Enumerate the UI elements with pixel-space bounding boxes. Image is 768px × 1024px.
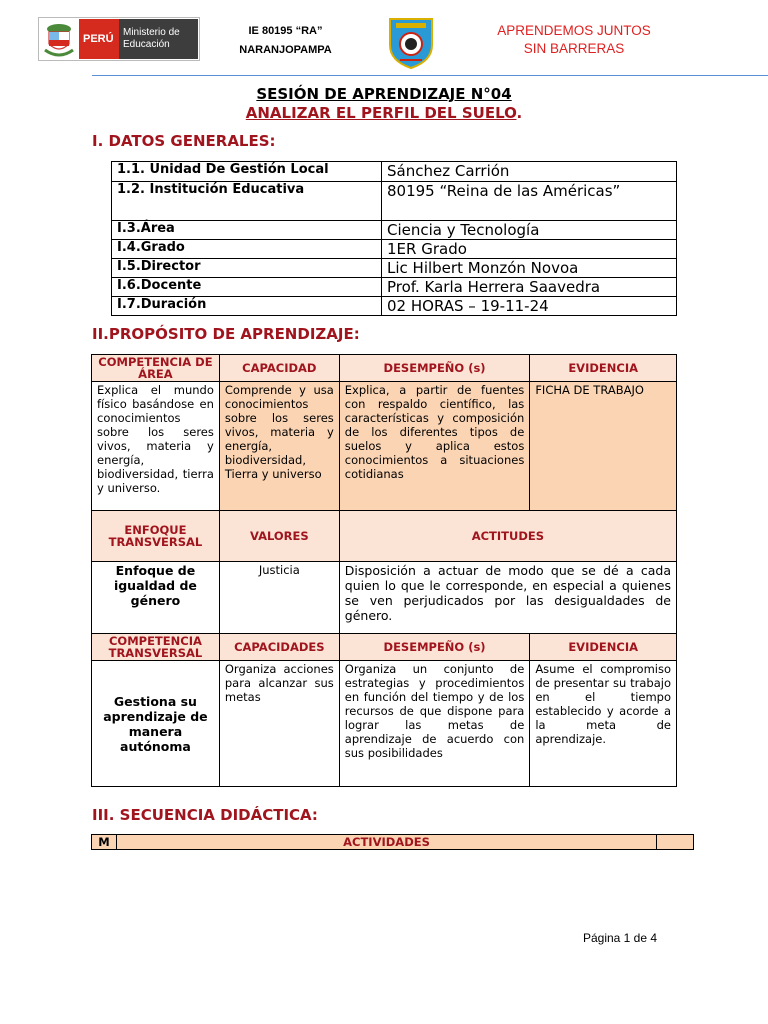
table-row	[112, 278, 677, 297]
header-momento: M	[92, 835, 117, 850]
datos-label: I.6.Docente	[112, 278, 382, 297]
valores-cell: Justicia	[219, 562, 339, 634]
actitudes-cell: Disposición a actuar de modo que se dé a cada quien lo que le corresponde, en especial a quienes se ven perjudicados por las desigualdades de género.	[339, 562, 676, 634]
datos-value: 80195 “Reina de las Américas”	[382, 182, 677, 221]
header-valores: VALORES	[219, 511, 339, 562]
competencia-transversal-cell: Gestiona su aprendizaje de manera autónoma	[92, 661, 220, 787]
capacidades-cell: Organiza acciones para alcanzar sus metas	[219, 661, 339, 787]
datos-generales-table	[111, 161, 677, 316]
table-row	[92, 661, 677, 787]
table-header-row	[92, 835, 694, 850]
evidencia-transversal-cell: Asume el compromiso de presentar su trabajo en el tiempo establecido y acorde a la meta de aprendizaje.	[530, 661, 677, 787]
school-name	[218, 22, 353, 60]
header-evidencia-2: EVIDENCIA	[530, 634, 677, 661]
school-line-1: IE 80195 “RA”	[248, 25, 323, 37]
datos-label: I.5.Director	[112, 259, 382, 278]
table-row	[92, 562, 677, 634]
page-title: SESIÓN DE APRENDIZAJE N°04	[256, 85, 512, 103]
table-header-row	[92, 634, 677, 661]
section-proposito: II.PROPÓSITO DE APRENDIZAJE:	[92, 325, 360, 343]
header-competencia-area: COMPETENCIA DE ÁREA	[92, 355, 220, 382]
logo-country: PERÚ	[79, 19, 159, 59]
datos-value: Ciencia y Tecnología	[382, 221, 677, 240]
table-row	[112, 297, 677, 316]
header-desempeno: DESEMPEÑO (s)	[339, 355, 530, 382]
section-secuencia: III. SECUENCIA DIDÁCTICA:	[92, 806, 318, 824]
desempeno-cell: Explica, a partir de fuentes con respaldo científico, las características y composición de los diferentes tipos de suelos y aplica estos conocimientos a situaciones cotidianas	[339, 382, 530, 511]
table-header-row	[92, 511, 677, 562]
section-datos-generales: I. DATOS GENERALES:	[92, 132, 276, 150]
header-capacidades: CAPACIDADES	[219, 634, 339, 661]
datos-value: 1ER Grado	[382, 240, 677, 259]
school-line-2: NARANJOPAMPA	[239, 44, 332, 56]
logo-ministry: Ministerio de Educación	[119, 19, 198, 59]
table-row	[92, 382, 677, 511]
datos-label: I.3.Área	[112, 221, 382, 240]
table-row	[112, 221, 677, 240]
secuencia-table	[91, 834, 694, 850]
table-row	[112, 259, 677, 278]
subtitle-text: ANALIZAR EL PERFIL DEL SUELO	[245, 104, 517, 122]
subtitle-period: .	[516, 104, 523, 122]
header-competencia-transversal: COMPETENCIA TRANSVERSAL	[92, 634, 220, 661]
datos-label: I.4.Grado	[112, 240, 382, 259]
desempeno-transversal-cell: Organiza un conjunto de estrategias y procedimientos en función del tiempo y de los recursos de que dispone para lograr las metas de aprendizaje de acuerdo con sus posibilidades	[339, 661, 530, 787]
page-number: Página 1 de 4	[582, 931, 658, 945]
table-header-row	[92, 355, 677, 382]
datos-value: 02 HORAS – 19-11-24	[382, 297, 677, 316]
header-capacidad: CAPACIDAD	[219, 355, 339, 382]
datos-label: 1.2. Institución Educativa	[112, 182, 382, 221]
table-row	[112, 240, 677, 259]
motto-line-2: SIN BARRERAS	[523, 41, 625, 56]
header-desempeno-2: DESEMPEÑO (s)	[339, 634, 530, 661]
datos-label: 1.1. Unidad De Gestión Local	[112, 162, 382, 182]
header-enfoque: ENFOQUE TRANSVERSAL	[92, 511, 220, 562]
motto	[478, 22, 670, 58]
header-actividades: ACTIVIDADES	[117, 835, 657, 850]
enfoque-cell: Enfoque de igualdad de género	[92, 562, 220, 634]
header-evidencia: EVIDENCIA	[530, 355, 677, 382]
proposito-table	[91, 354, 677, 787]
header-divider	[92, 75, 768, 76]
header-empty	[657, 835, 694, 850]
competencia-cell: Explica el mundo físico basándose en conocimientos sobre los seres vivos, materia y energía, biodiversidad, tierra y universo.	[92, 382, 220, 511]
school-shield-icon	[386, 15, 436, 70]
datos-value: Prof. Karla Herrera Saavedra	[382, 278, 677, 297]
evidencia-cell: FICHA DE TRABAJO	[530, 382, 677, 511]
table-row	[112, 182, 677, 221]
table-row	[112, 162, 677, 182]
datos-label: I.7.Duración	[112, 297, 382, 316]
peru-coat-of-arms-icon	[41, 20, 77, 58]
datos-value: Lic Hilbert Monzón Novoa	[382, 259, 677, 278]
motto-line-1: APRENDEMOS JUNTOS	[497, 23, 651, 38]
page-subtitle	[0, 104, 768, 122]
capacidad-cell: Comprende y usa conocimientos sobre los seres vivos, materia y energía, biodiversidad, Tierra y universo	[219, 382, 339, 511]
minedu-logo	[38, 17, 200, 61]
datos-value: Sánchez Carrión	[382, 162, 677, 182]
header-actitudes: ACTITUDES	[339, 511, 676, 562]
